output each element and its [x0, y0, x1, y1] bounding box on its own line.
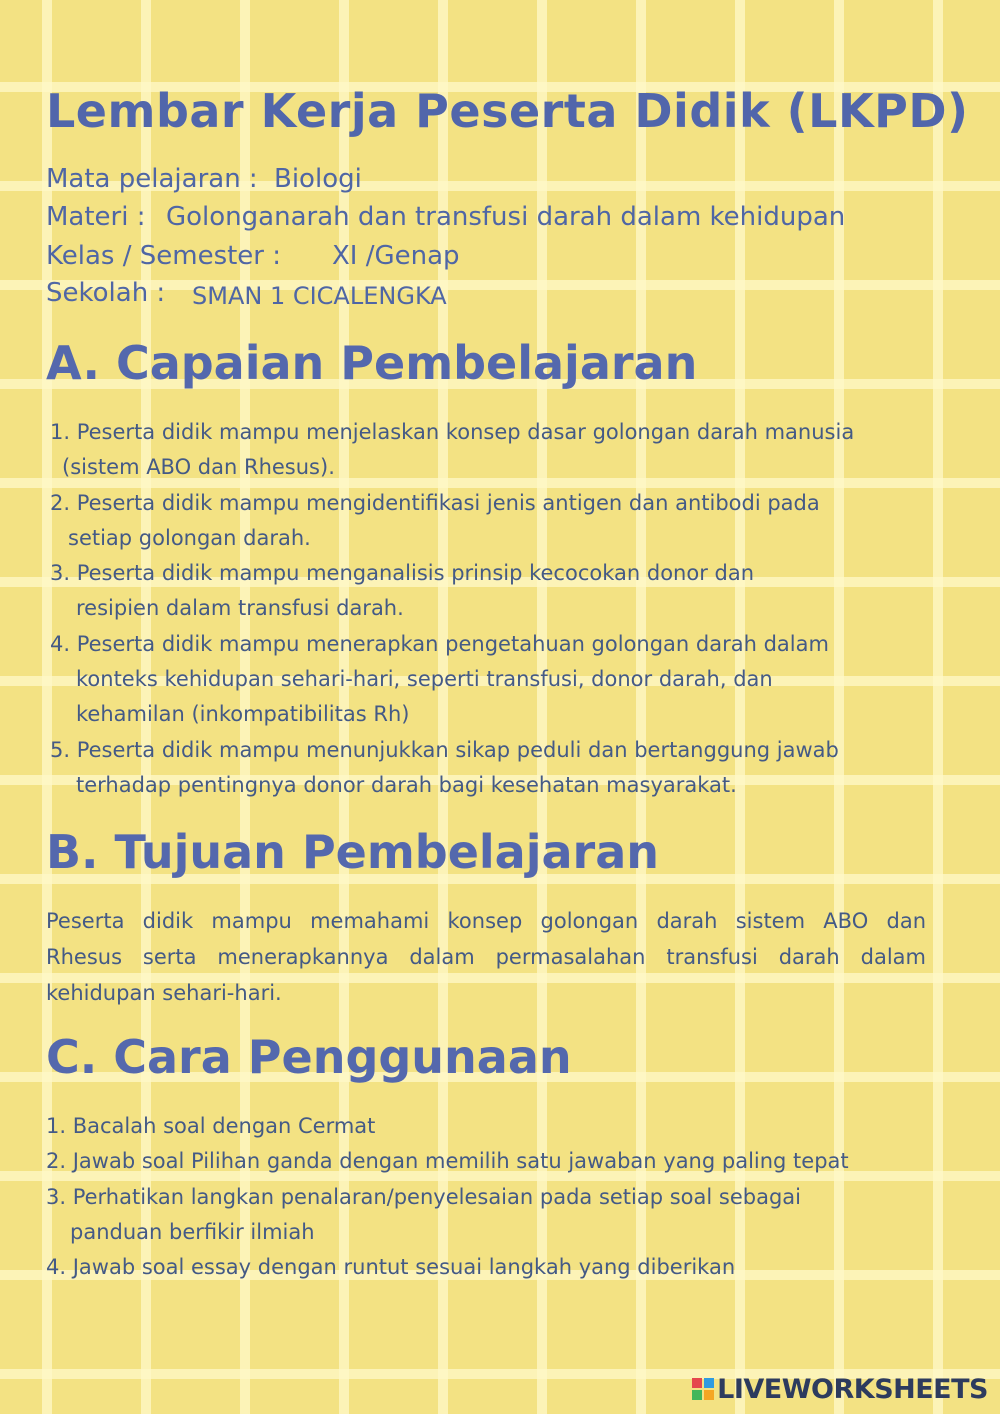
- section-c-list: [46, 1109, 849, 1285]
- paragraph-line: kehidupan sehari-hari.: [46, 981, 282, 1005]
- list-item: 2. Jawab soal Pilihan ganda dengan memilih satu jawaban yang paling tepat: [46, 1149, 849, 1174]
- meta-class: [46, 241, 460, 271]
- section-b-heading: B. Tujuan Pembelajaran: [46, 825, 660, 879]
- list-item: 3. Perhatikan langkan penalaran/penyelesaian pada setiap soal sebagai: [46, 1184, 802, 1209]
- list-item-continuation: panduan berfikir ilmiah: [70, 1219, 315, 1244]
- list-item: 3. Peserta didik mampu menganalisis prinsip kecocokan donor dan: [50, 561, 755, 586]
- list-item-continuation: konteks kehidupan sehari-hari, seperti transfusi, donor darah, dan: [76, 667, 773, 692]
- logo-icon: [692, 1378, 714, 1400]
- liveworksheets-logo[interactable]: [692, 1371, 988, 1407]
- meta-class-label: Kelas / Semester :: [46, 241, 282, 271]
- section-a-heading: A. Capaian Pembelajaran: [46, 336, 698, 390]
- list-item: 2. Peserta didik mampu mengidentifikasi jenis antigen dan antibodi pada: [50, 490, 820, 515]
- list-item-continuation: (sistem ABO dan Rhesus).: [62, 455, 335, 480]
- list-item-continuation: kehamilan (inkompatibilitas Rh): [76, 702, 410, 727]
- page-title: Lembar Kerja Peserta Didik (LKPD): [46, 84, 969, 138]
- list-item: 5. Peserta didik mampu menunjukkan sikap peduli dan bertanggung jawab: [50, 737, 839, 762]
- list-item-continuation: resipien dalam transfusi darah.: [76, 596, 404, 621]
- meta-school-value: SMAN 1 CICALENGKA: [192, 282, 447, 310]
- meta-material: [46, 202, 846, 232]
- section-a-list: [50, 415, 854, 803]
- list-item-continuation: terhadap pentingnya donor darah bagi kesehatan masyarakat.: [76, 772, 737, 797]
- list-item: 1. Peserta didik mampu menjelaskan konsep dasar golongan darah manusia: [50, 420, 855, 444]
- meta-school: [46, 278, 447, 310]
- meta-material-value: Golonganarah dan transfusi darah dalam kehidupan: [166, 202, 846, 232]
- paragraph-line: Rhesus serta menerapkannya dalam permasalahan transfusi darah dalam: [46, 945, 926, 969]
- meta-school-label: Sekolah :: [46, 278, 166, 308]
- logo-square: [704, 1390, 714, 1400]
- paragraph-line: Peserta didik mampu memahami konsep golongan darah sistem ABO dan: [46, 909, 926, 933]
- list-item: 4. Peserta didik mampu menerapkan pengetahuan golongan darah dalam: [50, 631, 829, 656]
- meta-subject-label: Mata pelajaran :: [46, 164, 258, 194]
- list-item: 4. Jawab soal essay dengan runtut sesuai langkah yang diberikan: [46, 1255, 736, 1280]
- logo-text: LIVEWORKSHEETS: [717, 1373, 988, 1405]
- section-b-paragraph: [46, 903, 926, 1011]
- meta-material-label: Materi :: [46, 202, 146, 232]
- section-c-heading: C. Cara Penggunaan: [46, 1030, 572, 1084]
- meta-subject: [46, 164, 362, 194]
- list-item-continuation: setiap golongan darah.: [68, 525, 311, 550]
- meta-class-value: XI /Genap: [332, 241, 460, 271]
- logo-square: [692, 1378, 702, 1388]
- meta-subject-value: Biologi: [274, 164, 362, 194]
- logo-square: [692, 1390, 702, 1400]
- list-item: 1. Bacalah soal dengan Cermat: [46, 1114, 376, 1138]
- logo-square: [704, 1378, 714, 1388]
